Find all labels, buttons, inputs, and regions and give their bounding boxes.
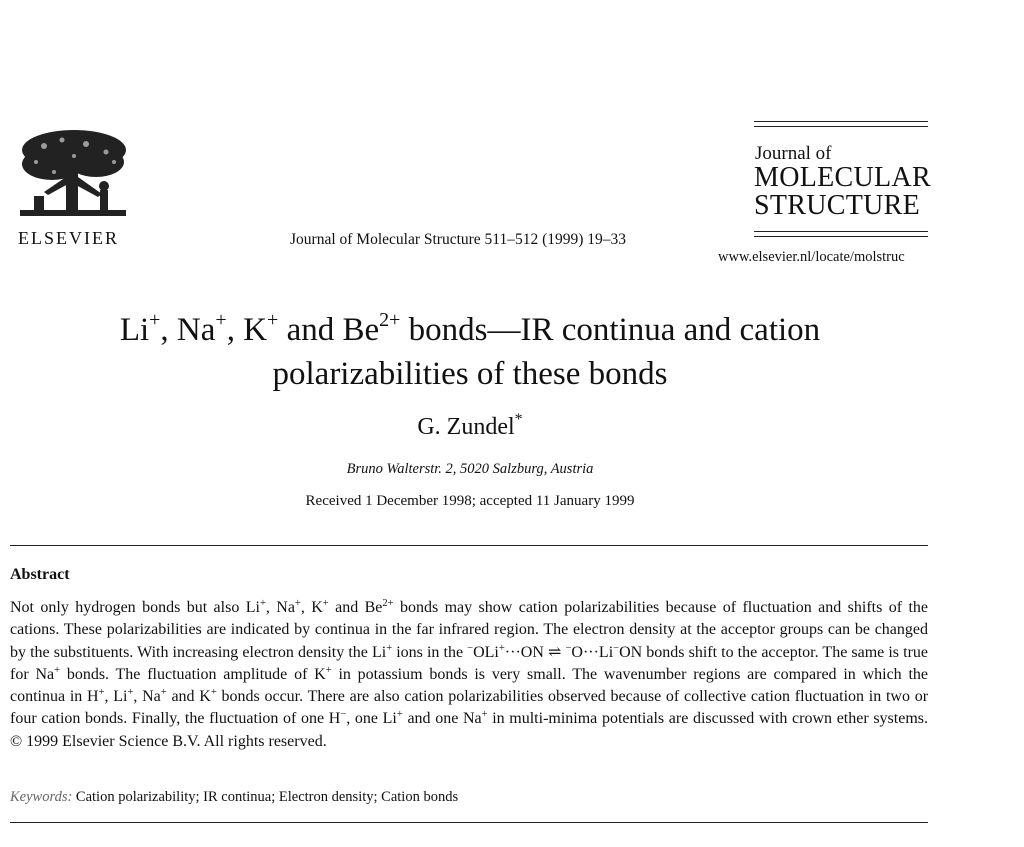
received-dates: Received 1 December 1998; accepted 11 January 1999 (305, 493, 635, 509)
keywords (10, 789, 458, 806)
abstract-rule-bottom (10, 822, 928, 823)
journal-of-label: Journal of (755, 143, 832, 164)
abstract-rule-top (10, 545, 928, 546)
journal-rule-bottom-2 (754, 236, 928, 237)
journal-rule-top-1 (754, 121, 928, 122)
keywords-text: Cation polarizability; IR continua; Electron density; Cation bonds (72, 789, 459, 805)
abstract-text: Not only hydrogen bonds but also Li+, Na+, K+ and $Be^{2+}$ bonds may show cation polarizabilities because of fluctuation and shifts of the cations. These polarizabilities are indicated by continua in the far infrared region. The electron density at the acceptor groups can be changed by the substituents. With increasing electron density the Li+ ions in the −OLi+···ON ⇌ −O···Li−ON bonds shift to the acceptor. The same is true for Na+ bonds. The fluctuation amplitude of K+ in potassium bonds is very small. The wavenumber regions are compared in which the continua in H+, Li+, Na+ and K+ bonds occur. There are also cation polarizabilities observed because of collective cation fluctuation in two or four cation bonds. Finally, the fluctuation of one H−, one Li+ and one Na+ in multi-minima potentials are discussed with crown ether systems. © 1999 Elsevier Science B.V. All rights reserved. (10, 598, 929, 750)
journal-name-line2: STRUCTURE (754, 190, 921, 221)
author-name: G. Zundel (417, 414, 515, 440)
title-line-2: polarizabilities of these bonds (272, 356, 668, 392)
journal-name-line1: MOLECULAR (754, 162, 931, 193)
publisher-name: ELSEVIER (18, 228, 119, 248)
keywords-label: Keywords: (10, 789, 73, 805)
elsevier-tree-logo-icon (14, 122, 132, 222)
journal-citation: Journal of Molecular Structure 511–512 (1999) 19–33 (290, 231, 627, 248)
abstract-heading: Abstract (10, 566, 70, 583)
journal-url-link[interactable]: www.elsevier.nl/locate/molstruc (718, 249, 905, 265)
title-line-1: Li+, Na+, K+ and $Be^{2+}$ bonds—IR continua and cation (119, 309, 821, 348)
author-affiliation: Bruno Walterstr. 2, 5020 Salzburg, Austria (346, 461, 594, 477)
author-footnote-mark[interactable]: * (514, 411, 523, 428)
paper-title (0, 308, 940, 396)
author (0, 411, 940, 441)
journal-rule-bottom-1 (754, 231, 928, 232)
journal-rule-top-2 (754, 126, 928, 127)
